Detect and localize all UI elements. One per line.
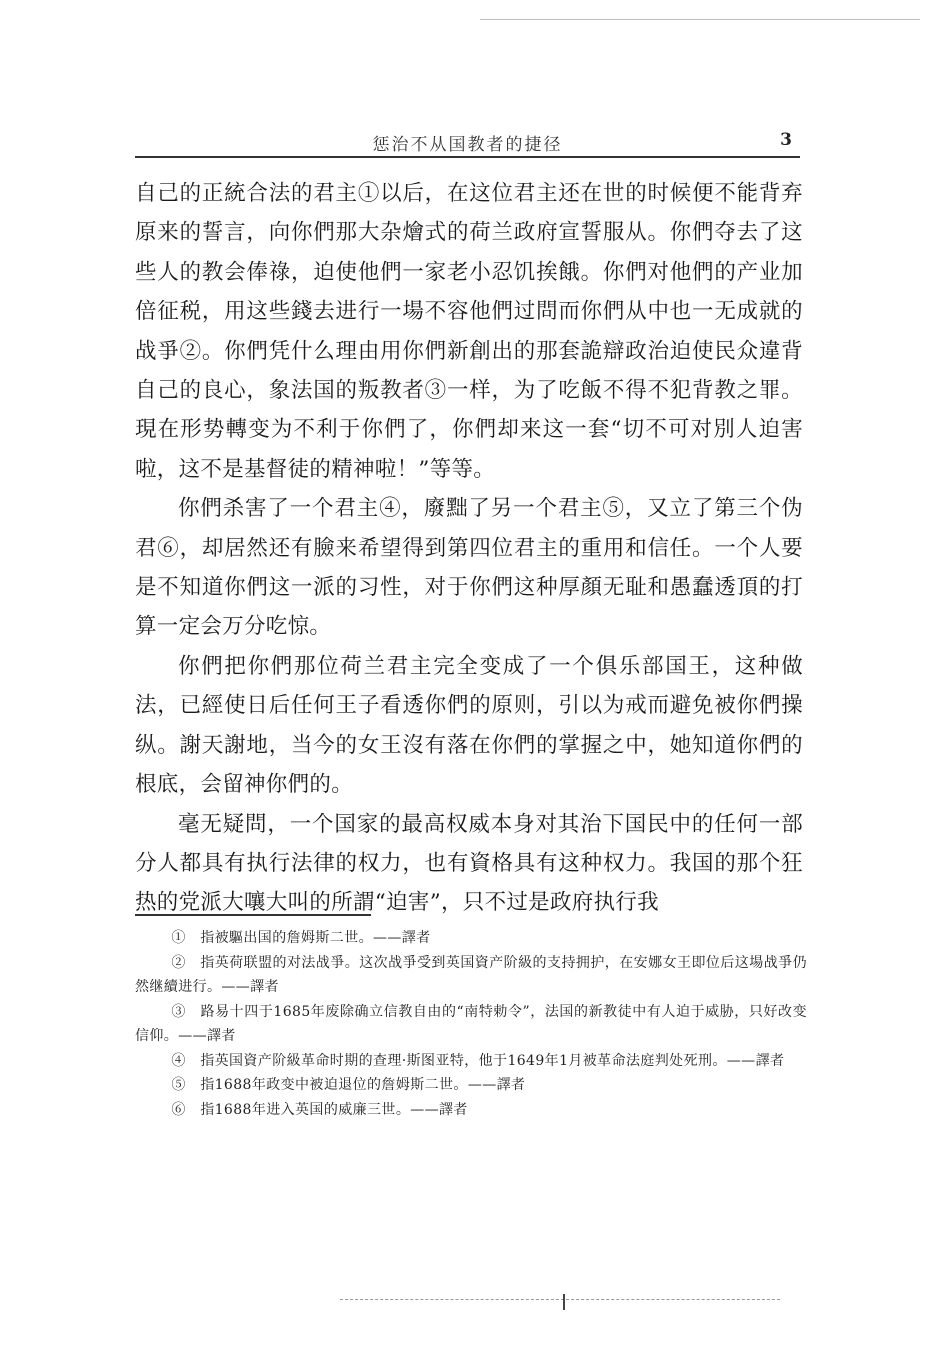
scan-mark — [563, 1294, 565, 1310]
paragraph-4: 毫无疑問，一个国家的最高权威本身对其治下国民中的任何一部分人都具有执行法律的权力，也有資格具有这种权力。我国的那个狂热的党派大嚷大叫的所謂“迫害”，只不过是政府执行我 — [135, 811, 803, 916]
page-number: 3 — [780, 130, 792, 150]
body-text — [135, 174, 803, 923]
footnotes — [135, 926, 807, 1122]
footnote-4: ④ 指英国資产阶級革命时期的查理·斯图亚特，他于1649年1月被革命法庭判处死刑。——譯者 — [171, 1052, 785, 1069]
paragraph-2: 你們杀害了一个君主④，廢黜了另一个君主⑤，又立了第三个伪君⑥，却居然还有臉来希望得到第四位君主的重用和信任。一个人要是不知道你們这一派的习性，对于你們这种厚顏无耻和愚蠢透頂的打算一定会万分吃惊。 — [135, 496, 803, 640]
footnote-2: ② 指英荷联盟的对法战爭。这次战爭受到英国資产阶級的支持拥护，在安娜女王即位后这場战爭仍然继續进行。——譯者 — [135, 954, 807, 995]
footnote-5: ⑤ 指1688年政变中被迫退位的詹姆斯二世。——譯者 — [171, 1077, 526, 1093]
scan-edge-line — [480, 19, 920, 20]
scan-edge-line-bottom — [340, 1299, 780, 1300]
paragraph-1: 自己的正統合法的君主①以后，在这位君主还在世的时候便不能背弃原来的誓言，向你們那大杂燴式的荷兰政府宣誓服从。你們夺去了这些人的教会俸祿，迫使他們一家老小忍饥挨餓。你們对他們的产业加倍征税，用这些錢去进行一場不容他們过問而你們从中也一无成就的战爭②。你們凭什么理由用你們新創出的那套詭辯政治迫使民众違背自己的良心，象法国的叛教者③一样，为了吃飯不得不犯背教之罪。現在形势轉变为不利于你們了，你們却来这一套“切不可对別人迫害啦，这不是基督徒的精神啦！”等等。 — [135, 181, 803, 482]
footnote-3: ③ 路易十四于1685年废除确立信教自由的“南特勅令”，法国的新教徒中有人迫于威胁，只好改变信仰。——譯者 — [135, 1003, 807, 1044]
footnote-1: ① 指被驅出国的詹姆斯二世。——譯者 — [171, 930, 431, 946]
footnote-rule — [135, 914, 371, 916]
header-rule — [135, 156, 800, 158]
running-header — [135, 128, 800, 156]
footnote-6: ⑥ 指1688年进入英国的威廉三世。——譯者 — [171, 1101, 468, 1118]
paragraph-3: 你們把你們那位荷兰君主完全变成了一个俱乐部国王，这种做法，已經使日后任何王子看透你們的原则，引以为戒而避免被你們操纵。謝天謝地，当今的女王沒有落在你們的掌握之中，她知道你們的根底，会留神你們的。 — [135, 653, 803, 798]
running-title: 惩治不从国教者的捷径 — [372, 135, 563, 155]
